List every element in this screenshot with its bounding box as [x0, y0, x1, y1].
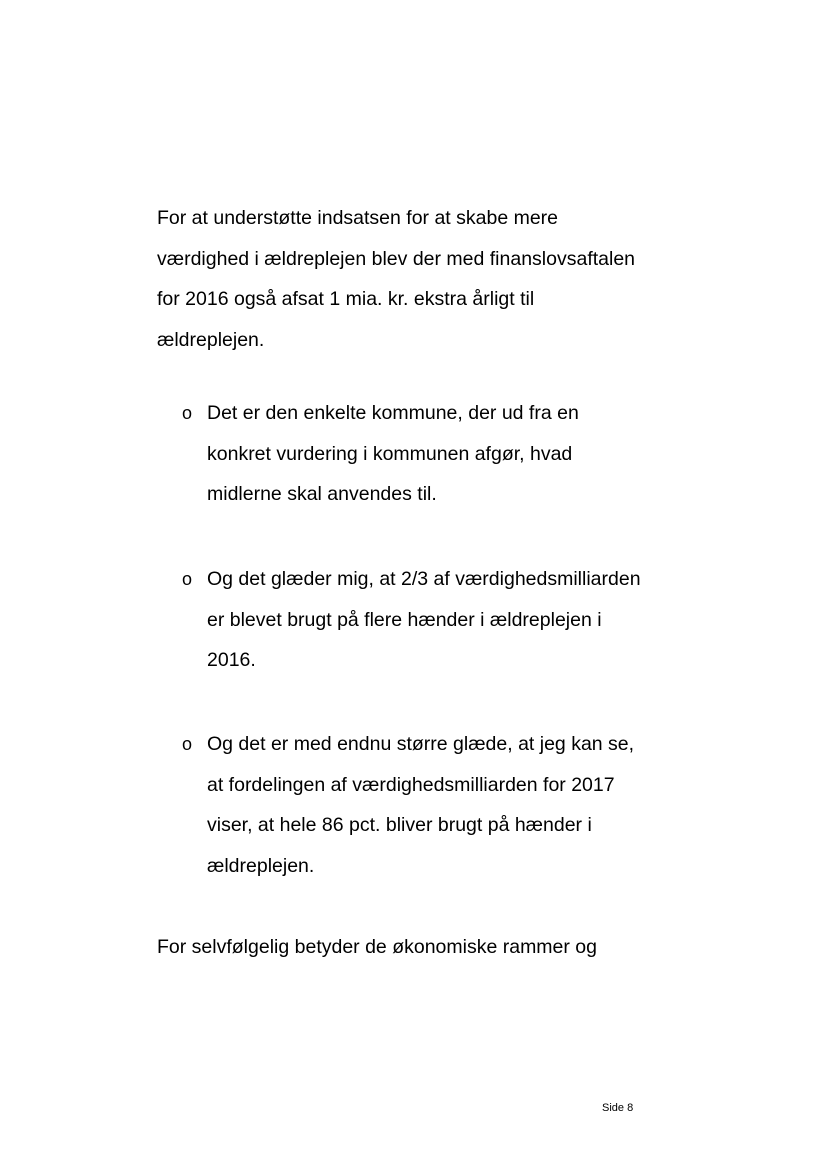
bullet-3-line-2: at fordelingen af værdighedsmilliarden for 2017 [207, 773, 615, 796]
bullet-1-line-1: Det er den enkelte kommune, der ud fra en [207, 402, 579, 424]
bullet-marker-icon: o [182, 403, 193, 423]
bullet-item-3-text [207, 724, 682, 887]
bullet-3-line-1: Og det er med endnu større glæde, at jeg kan se, [207, 733, 635, 755]
bullet-1-line-2: konkret vurdering i kommunen afgør, hvad [207, 442, 573, 465]
intro-paragraph [157, 198, 677, 361]
intro-line-3: for 2016 også afsat 1 mia. kr. ekstra årligt til [157, 288, 535, 311]
bullet-marker-icon: o [182, 569, 193, 589]
bullet-1-line-3: midlerne skal anvendes til. [207, 483, 437, 506]
intro-line-1: For at understøtte indsatsen for at skabe mere [157, 207, 559, 229]
bullet-marker-icon: o [182, 734, 193, 754]
page-number: Side 8 [602, 1102, 634, 1114]
bullet-3-line-4: ældreplejen. [207, 855, 315, 878]
intro-line-2: værdighed i ældreplejen blev der med finanslovsaftalen [157, 247, 636, 270]
intro-line-4: ældreplejen. [157, 329, 265, 352]
bullet-2-line-2: er blevet brugt på flere hænder i ældreplejen i [207, 608, 602, 631]
bullet-item-2-text [207, 559, 682, 681]
closing-paragraph: For selvfølgelig betyder de økonomiske rammer og [157, 936, 597, 958]
bullet-2-line-3: 2016. [207, 649, 256, 672]
bullet-2-line-1: Og det glæder mig, at 2/3 af værdighedsmilliarden [207, 568, 641, 590]
bullet-3-line-3: viser, at hele 86 pct. bliver brugt på hænder i [207, 814, 592, 837]
bullet-item-1-text [207, 393, 682, 515]
